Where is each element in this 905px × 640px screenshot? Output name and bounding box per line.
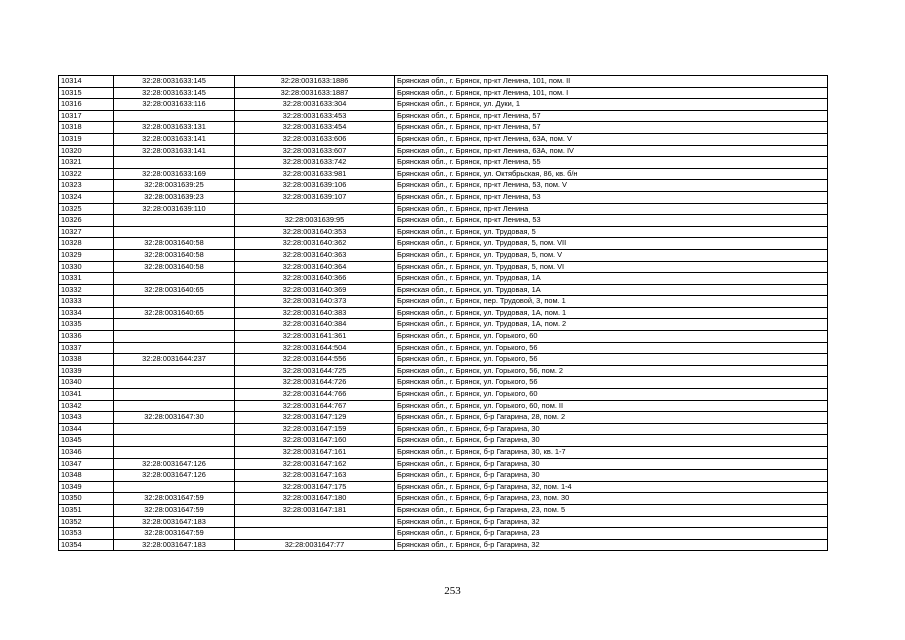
table-row	[59, 412, 828, 424]
table-row	[59, 365, 828, 377]
land-cadastral-number-cell: 32:28:0031647:59	[114, 528, 235, 540]
object-cadastral-number-cell	[235, 516, 395, 528]
address-cell: Брянская обл., г. Брянск, пр-кт Ленина, 53	[395, 215, 828, 227]
land-cadastral-number-cell	[114, 226, 235, 238]
object-cadastral-number-cell: 32:28:0031640:353	[235, 226, 395, 238]
row-number-cell: 10327	[59, 226, 114, 238]
address-cell: Брянская обл., г. Брянск, ул. Трудовая, 5	[395, 226, 828, 238]
row-number-cell: 10352	[59, 516, 114, 528]
row-number-cell: 10322	[59, 168, 114, 180]
address-cell: Брянская обл., г. Брянск, ул. Дуки, 1	[395, 99, 828, 111]
table-row	[59, 389, 828, 401]
row-number-cell: 10324	[59, 191, 114, 203]
table-row	[59, 319, 828, 331]
object-cadastral-number-cell: 32:28:0031641:361	[235, 331, 395, 343]
object-cadastral-number-cell: 32:28:0031640:383	[235, 307, 395, 319]
land-cadastral-number-cell: 32:28:0031640:65	[114, 307, 235, 319]
address-cell: Брянская обл., г. Брянск, б-р Гагарина, 28, пом. 2	[395, 412, 828, 424]
land-cadastral-number-cell: 32:28:0031647:30	[114, 412, 235, 424]
row-number-cell: 10337	[59, 342, 114, 354]
land-cadastral-number-cell: 32:28:0031633:141	[114, 145, 235, 157]
object-cadastral-number-cell: 32:28:0031647:161	[235, 447, 395, 459]
row-number-cell: 10320	[59, 145, 114, 157]
row-number-cell: 10326	[59, 215, 114, 227]
row-number-cell: 10342	[59, 400, 114, 412]
land-cadastral-number-cell: 32:28:0031640:58	[114, 261, 235, 273]
object-cadastral-number-cell: 32:28:0031644:767	[235, 400, 395, 412]
object-cadastral-number-cell: 32:28:0031647:181	[235, 504, 395, 516]
address-cell: Брянская обл., г. Брянск, б-р Гагарина, 30	[395, 423, 828, 435]
object-cadastral-number-cell: 32:28:0031633:606	[235, 133, 395, 145]
row-number-cell: 10314	[59, 76, 114, 88]
table-row	[59, 528, 828, 540]
object-cadastral-number-cell: 32:28:0031644:766	[235, 389, 395, 401]
object-cadastral-number-cell: 32:28:0031640:364	[235, 261, 395, 273]
address-cell: Брянская обл., г. Брянск, ул. Горького, 60	[395, 331, 828, 343]
address-cell: Брянская обл., г. Брянск, пр-кт Ленина, 57	[395, 110, 828, 122]
address-cell: Брянская обл., г. Брянск, пр-кт Ленина, 63А, пом. V	[395, 133, 828, 145]
land-cadastral-number-cell	[114, 110, 235, 122]
land-cadastral-number-cell: 32:28:0031640:58	[114, 249, 235, 261]
object-cadastral-number-cell: 32:28:0031633:454	[235, 122, 395, 134]
address-cell: Брянская обл., г. Брянск, б-р Гагарина, 32	[395, 539, 828, 551]
address-cell: Брянская обл., г. Брянск, ул. Трудовая, 5, пом. VI	[395, 261, 828, 273]
object-cadastral-number-cell: 32:28:0031644:504	[235, 342, 395, 354]
land-cadastral-number-cell	[114, 435, 235, 447]
object-cadastral-number-cell: 32:28:0031647:163	[235, 470, 395, 482]
object-cadastral-number-cell: 32:28:0031647:180	[235, 493, 395, 505]
row-number-cell: 10330	[59, 261, 114, 273]
address-cell: Брянская обл., г. Брянск, ул. Трудовая, 5, пом. VII	[395, 238, 828, 250]
table-row	[59, 191, 828, 203]
address-cell: Брянская обл., г. Брянск, ул. Октябрьская, 86, кв. б/н	[395, 168, 828, 180]
land-cadastral-number-cell: 32:28:0031633:145	[114, 76, 235, 88]
row-number-cell: 10321	[59, 157, 114, 169]
land-cadastral-number-cell	[114, 157, 235, 169]
table-row	[59, 435, 828, 447]
address-cell: Брянская обл., г. Брянск, б-р Гагарина, 32	[395, 516, 828, 528]
object-cadastral-number-cell: 32:28:0031647:77	[235, 539, 395, 551]
land-cadastral-number-cell: 32:28:0031633:145	[114, 87, 235, 99]
table-row	[59, 284, 828, 296]
row-number-cell: 10333	[59, 296, 114, 308]
land-cadastral-number-cell: 32:28:0031644:237	[114, 354, 235, 366]
object-cadastral-number-cell: 32:28:0031647:159	[235, 423, 395, 435]
land-cadastral-number-cell	[114, 423, 235, 435]
land-cadastral-number-cell	[114, 296, 235, 308]
land-cadastral-number-cell: 32:28:0031633:141	[114, 133, 235, 145]
table-row	[59, 493, 828, 505]
row-number-cell: 10318	[59, 122, 114, 134]
table-row	[59, 516, 828, 528]
row-number-cell: 10354	[59, 539, 114, 551]
row-number-cell: 10345	[59, 435, 114, 447]
land-cadastral-number-cell: 32:28:0031639:23	[114, 191, 235, 203]
object-cadastral-number-cell: 32:28:0031647:162	[235, 458, 395, 470]
land-cadastral-number-cell	[114, 377, 235, 389]
table-row	[59, 87, 828, 99]
address-cell: Брянская обл., г. Брянск, пр-кт Ленина, 53, пом. V	[395, 180, 828, 192]
address-cell: Брянская обл., г. Брянск, ул. Горького, 56	[395, 342, 828, 354]
land-cadastral-number-cell: 32:28:0031633:116	[114, 99, 235, 111]
land-cadastral-number-cell: 32:28:0031633:169	[114, 168, 235, 180]
object-cadastral-number-cell: 32:28:0031633:304	[235, 99, 395, 111]
row-number-cell: 10332	[59, 284, 114, 296]
address-cell: Брянская обл., г. Брянск, б-р Гагарина, 23	[395, 528, 828, 540]
land-cadastral-number-cell: 32:28:0031647:59	[114, 504, 235, 516]
object-cadastral-number-cell: 32:28:0031640:369	[235, 284, 395, 296]
object-cadastral-number-cell: 32:28:0031640:373	[235, 296, 395, 308]
object-cadastral-number-cell: 32:28:0031633:981	[235, 168, 395, 180]
land-cadastral-number-cell: 32:28:0031633:131	[114, 122, 235, 134]
row-number-cell: 10316	[59, 99, 114, 111]
object-cadastral-number-cell: 32:28:0031640:384	[235, 319, 395, 331]
address-cell: Брянская обл., г. Брянск, пр-кт Ленина, 55	[395, 157, 828, 169]
address-cell: Брянская обл., г. Брянск, пр-кт Ленина, 101, пом. II	[395, 76, 828, 88]
address-cell: Брянская обл., г. Брянск, б-р Гагарина, 30	[395, 458, 828, 470]
table-row	[59, 110, 828, 122]
table-row	[59, 377, 828, 389]
table-row	[59, 470, 828, 482]
row-number-cell: 10329	[59, 249, 114, 261]
land-cadastral-number-cell: 32:28:0031647:126	[114, 458, 235, 470]
object-cadastral-number-cell: 32:28:0031640:366	[235, 273, 395, 285]
address-cell: Брянская обл., г. Брянск, ул. Трудовая, 1А	[395, 273, 828, 285]
row-number-cell: 10323	[59, 180, 114, 192]
table-row	[59, 133, 828, 145]
table-row	[59, 180, 828, 192]
land-cadastral-number-cell	[114, 319, 235, 331]
address-cell: Брянская обл., г. Брянск, ул. Горького, 60, пом. II	[395, 400, 828, 412]
table-row	[59, 423, 828, 435]
address-cell: Брянская обл., г. Брянск, б-р Гагарина, 32, пом. 1-4	[395, 481, 828, 493]
land-cadastral-number-cell	[114, 447, 235, 459]
land-cadastral-number-cell	[114, 389, 235, 401]
row-number-cell: 10347	[59, 458, 114, 470]
row-number-cell: 10343	[59, 412, 114, 424]
table-row	[59, 99, 828, 111]
row-number-cell: 10338	[59, 354, 114, 366]
object-cadastral-number-cell: 32:28:0031647:160	[235, 435, 395, 447]
row-number-cell: 10331	[59, 273, 114, 285]
row-number-cell: 10344	[59, 423, 114, 435]
object-cadastral-number-cell: 32:28:0031639:106	[235, 180, 395, 192]
object-cadastral-number-cell	[235, 203, 395, 215]
address-cell: Брянская обл., г. Брянск, б-р Гагарина, 30, кв. 1-7	[395, 447, 828, 459]
address-cell: Брянская обл., г. Брянск, б-р Гагарина, 23, пом. 5	[395, 504, 828, 516]
row-number-cell: 10353	[59, 528, 114, 540]
object-cadastral-number-cell: 32:28:0031639:95	[235, 215, 395, 227]
table-row	[59, 273, 828, 285]
row-number-cell: 10346	[59, 447, 114, 459]
table-row	[59, 331, 828, 343]
page-number: 253	[444, 585, 461, 597]
object-cadastral-number-cell: 32:28:0031633:1886	[235, 76, 395, 88]
address-cell: Брянская обл., г. Брянск, б-р Гагарина, 30	[395, 435, 828, 447]
table-row	[59, 400, 828, 412]
land-cadastral-number-cell: 32:28:0031647:126	[114, 470, 235, 482]
row-number-cell: 10328	[59, 238, 114, 250]
row-number-cell: 10340	[59, 377, 114, 389]
table-row	[59, 342, 828, 354]
row-number-cell: 10349	[59, 481, 114, 493]
object-cadastral-number-cell: 32:28:0031644:556	[235, 354, 395, 366]
row-number-cell: 10319	[59, 133, 114, 145]
address-cell: Брянская обл., г. Брянск, ул. Горького, 56	[395, 354, 828, 366]
address-cell: Брянская обл., г. Брянск, ул. Горького, 56	[395, 377, 828, 389]
table-body	[59, 76, 828, 551]
object-cadastral-number-cell: 32:28:0031633:453	[235, 110, 395, 122]
row-number-cell: 10350	[59, 493, 114, 505]
row-number-cell: 10336	[59, 331, 114, 343]
table-row	[59, 249, 828, 261]
address-cell: Брянская обл., г. Брянск, пер. Трудовой, 3, пом. 1	[395, 296, 828, 308]
object-cadastral-number-cell: 32:28:0031640:363	[235, 249, 395, 261]
object-cadastral-number-cell: 32:28:0031647:175	[235, 481, 395, 493]
object-cadastral-number-cell: 32:28:0031640:362	[235, 238, 395, 250]
table-row	[59, 261, 828, 273]
land-cadastral-number-cell	[114, 365, 235, 377]
address-cell: Брянская обл., г. Брянск, ул. Трудовая, 1А, пом. 2	[395, 319, 828, 331]
object-cadastral-number-cell: 32:28:0031639:107	[235, 191, 395, 203]
object-cadastral-number-cell: 32:28:0031633:607	[235, 145, 395, 157]
address-cell: Брянская обл., г. Брянск, б-р Гагарина, 23, пом. 30	[395, 493, 828, 505]
table-row	[59, 157, 828, 169]
address-cell: Брянская обл., г. Брянск, пр-кт Ленина, 63А, пом. IV	[395, 145, 828, 157]
row-number-cell: 10339	[59, 365, 114, 377]
row-number-cell: 10334	[59, 307, 114, 319]
address-cell: Брянская обл., г. Брянск, пр-кт Ленина, 101, пом. I	[395, 87, 828, 99]
row-number-cell: 10341	[59, 389, 114, 401]
land-cadastral-number-cell	[114, 400, 235, 412]
object-cadastral-number-cell	[235, 528, 395, 540]
table-row	[59, 354, 828, 366]
object-cadastral-number-cell: 32:28:0031644:726	[235, 377, 395, 389]
row-number-cell: 10348	[59, 470, 114, 482]
row-number-cell: 10317	[59, 110, 114, 122]
row-number-cell: 10315	[59, 87, 114, 99]
table-row	[59, 296, 828, 308]
address-cell: Брянская обл., г. Брянск, ул. Трудовая, 1А	[395, 284, 828, 296]
table-row	[59, 203, 828, 215]
address-cell: Брянская обл., г. Брянск, пр-кт Ленина, 53	[395, 191, 828, 203]
address-cell: Брянская обл., г. Брянск, пр-кт Ленина	[395, 203, 828, 215]
row-number-cell: 10335	[59, 319, 114, 331]
table-row	[59, 122, 828, 134]
land-cadastral-number-cell	[114, 273, 235, 285]
land-cadastral-number-cell: 32:28:0031647:59	[114, 493, 235, 505]
land-cadastral-number-cell: 32:28:0031639:25	[114, 180, 235, 192]
land-cadastral-number-cell	[114, 215, 235, 227]
table-row	[59, 215, 828, 227]
cadastral-register-table	[58, 75, 828, 551]
table-row	[59, 539, 828, 551]
land-cadastral-number-cell	[114, 481, 235, 493]
table-row	[59, 307, 828, 319]
land-cadastral-number-cell: 32:28:0031639:110	[114, 203, 235, 215]
land-cadastral-number-cell: 32:28:0031647:183	[114, 539, 235, 551]
row-number-cell: 10351	[59, 504, 114, 516]
address-cell: Брянская обл., г. Брянск, ул. Горького, 60	[395, 389, 828, 401]
object-cadastral-number-cell: 32:28:0031633:1887	[235, 87, 395, 99]
object-cadastral-number-cell: 32:28:0031633:742	[235, 157, 395, 169]
table-row	[59, 504, 828, 516]
land-cadastral-number-cell: 32:28:0031647:183	[114, 516, 235, 528]
table-row	[59, 168, 828, 180]
table-row	[59, 145, 828, 157]
address-cell: Брянская обл., г. Брянск, б-р Гагарина, 30	[395, 470, 828, 482]
address-cell: Брянская обл., г. Брянск, пр-кт Ленина, 57	[395, 122, 828, 134]
table-row	[59, 458, 828, 470]
object-cadastral-number-cell: 32:28:0031647:129	[235, 412, 395, 424]
table-row	[59, 481, 828, 493]
address-cell: Брянская обл., г. Брянск, ул. Трудовая, 5, пом. V	[395, 249, 828, 261]
land-cadastral-number-cell: 32:28:0031640:58	[114, 238, 235, 250]
land-cadastral-number-cell: 32:28:0031640:65	[114, 284, 235, 296]
row-number-cell: 10325	[59, 203, 114, 215]
address-cell: Брянская обл., г. Брянск, ул. Трудовая, 1А, пом. 1	[395, 307, 828, 319]
table-row	[59, 447, 828, 459]
address-cell: Брянская обл., г. Брянск, ул. Горького, 56, пом. 2	[395, 365, 828, 377]
table-row	[59, 76, 828, 88]
land-cadastral-number-cell	[114, 342, 235, 354]
table-row	[59, 238, 828, 250]
land-cadastral-number-cell	[114, 331, 235, 343]
object-cadastral-number-cell: 32:28:0031644:725	[235, 365, 395, 377]
table-row	[59, 226, 828, 238]
